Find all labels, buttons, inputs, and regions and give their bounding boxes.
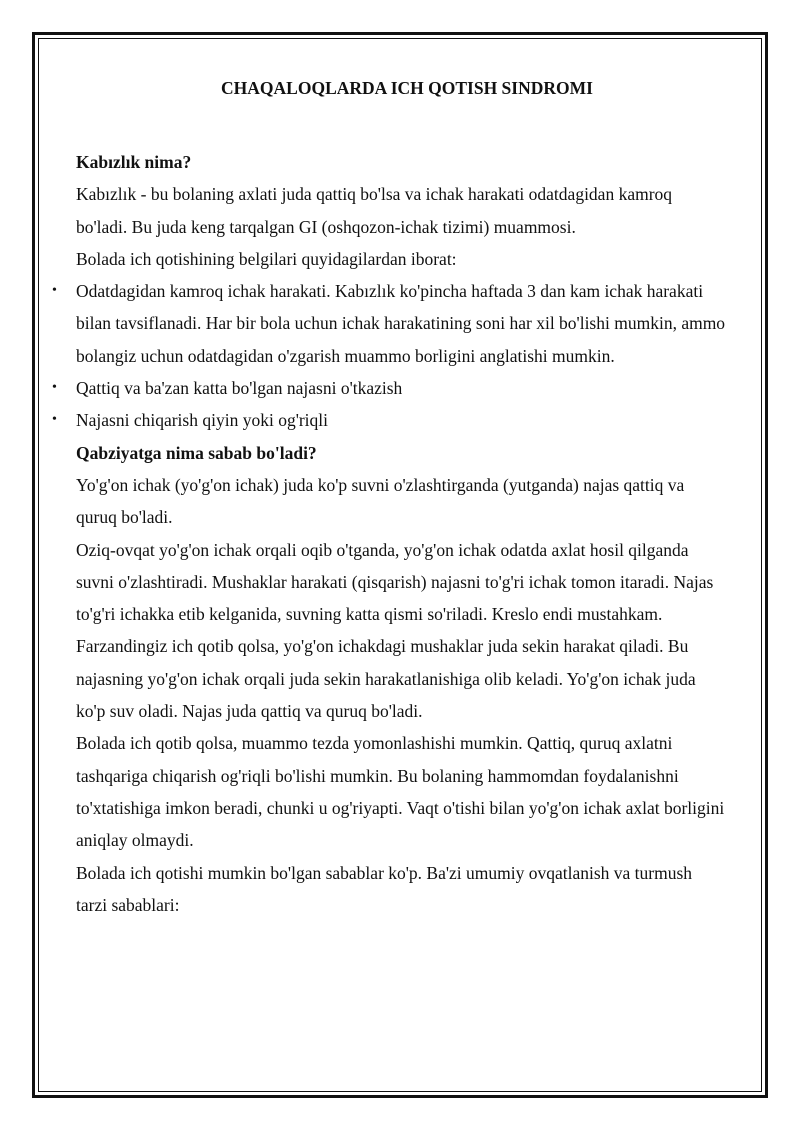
- list-item: [52, 372, 726, 404]
- symptom-list: [52, 275, 726, 436]
- list-item-text: Najasni chiqarish qiyin yoki og'riqli: [76, 410, 329, 431]
- bullet-icon: •: [52, 380, 57, 396]
- section-heading-what-is: Kabızlık nima?: [76, 152, 192, 172]
- section-heading-causes: Qabziyatga nima sabab bo'ladi?: [76, 442, 317, 463]
- paragraph: Yo'g'on ichak (yo'g'on ichak) juda ko'p suvni o'zlashtirganda (yutganda) najas qattiq va quruq bo'ladi.: [76, 474, 685, 528]
- document-body: [52, 74, 726, 921]
- paragraph: Bolada ich qotishining belgilari quyidagilardan iborat:: [76, 248, 457, 269]
- list-item: [52, 275, 726, 372]
- document-title: CHAQALOQLARDA ICH QOTISH SINDROMI: [221, 78, 593, 98]
- paragraph: Bolada ich qotishi mumkin bo'lgan sabablar ko'p. Ba'zi umumiy ovqatlanish va turmush tarzi sabablari:: [76, 862, 693, 915]
- bullet-icon: •: [52, 412, 57, 428]
- paragraph: Farzandingiz ich qotib qolsa, yo'g'on ichakdagi mushaklar juda sekin harakat qiladi. Bu najasning yo'g'on ichak orqali juda sekin harakatlanishiga olib keladi. Yo'g'on ichak juda ko'p suv oladi. Najas juda qattiq va quruq bo'ladi.: [76, 636, 696, 722]
- paragraph: Oziq-ovqat yo'g'on ichak orqali oqib o'tganda, yo'g'on ichak odatda axlat hosil qilganda suvni o'zlashtiradi. Mushaklar harakati (qisqarish) najasni to'g'ri ichak tomon itaradi. Najas to'g'ri ichakka etib kelganida, suvning katta qismi so'riladi. Kreslo endi mustahkam.: [76, 539, 714, 625]
- list-item-text: Qattiq va ba'zan katta bo'lgan najasni o'tkazish: [76, 378, 403, 399]
- list-item: [52, 404, 726, 436]
- list-item-text: Odatdagidan kamroq ichak harakati. Kabızlık ko'pincha haftada 3 dan kam ichak harakati bilan tavsiflanadi. Har bir bola uchun ichak harakatining soni har xil bo'lishi mumkin, ammo bolangiz uchun odatdagidan o'zgarish muammo borligini anglatishi mumkin.: [76, 281, 726, 366]
- paragraph: Kabızlık - bu bolaning axlati juda qattiq bo'lsa va ichak harakati odatdagidan kamroq bo'ladi. Bu juda keng tarqalgan GI (oshqozon-ichak tizimi) muammosi.: [76, 184, 673, 237]
- paragraph: Bolada ich qotib qolsa, muammo tezda yomonlashishi mumkin. Qattiq, quruq axlatni tashqariga chiqarish og'riqli bo'lishi mumkin. Bu bolaning hammomdan foydalanishni to'xtatishiga imkon beradi, chunki u og'riyapti. Vaqt o'tishi bilan yo'g'on ichak axlat borligini aniqlay olmaydi.: [76, 733, 725, 851]
- bullet-icon: •: [52, 283, 57, 299]
